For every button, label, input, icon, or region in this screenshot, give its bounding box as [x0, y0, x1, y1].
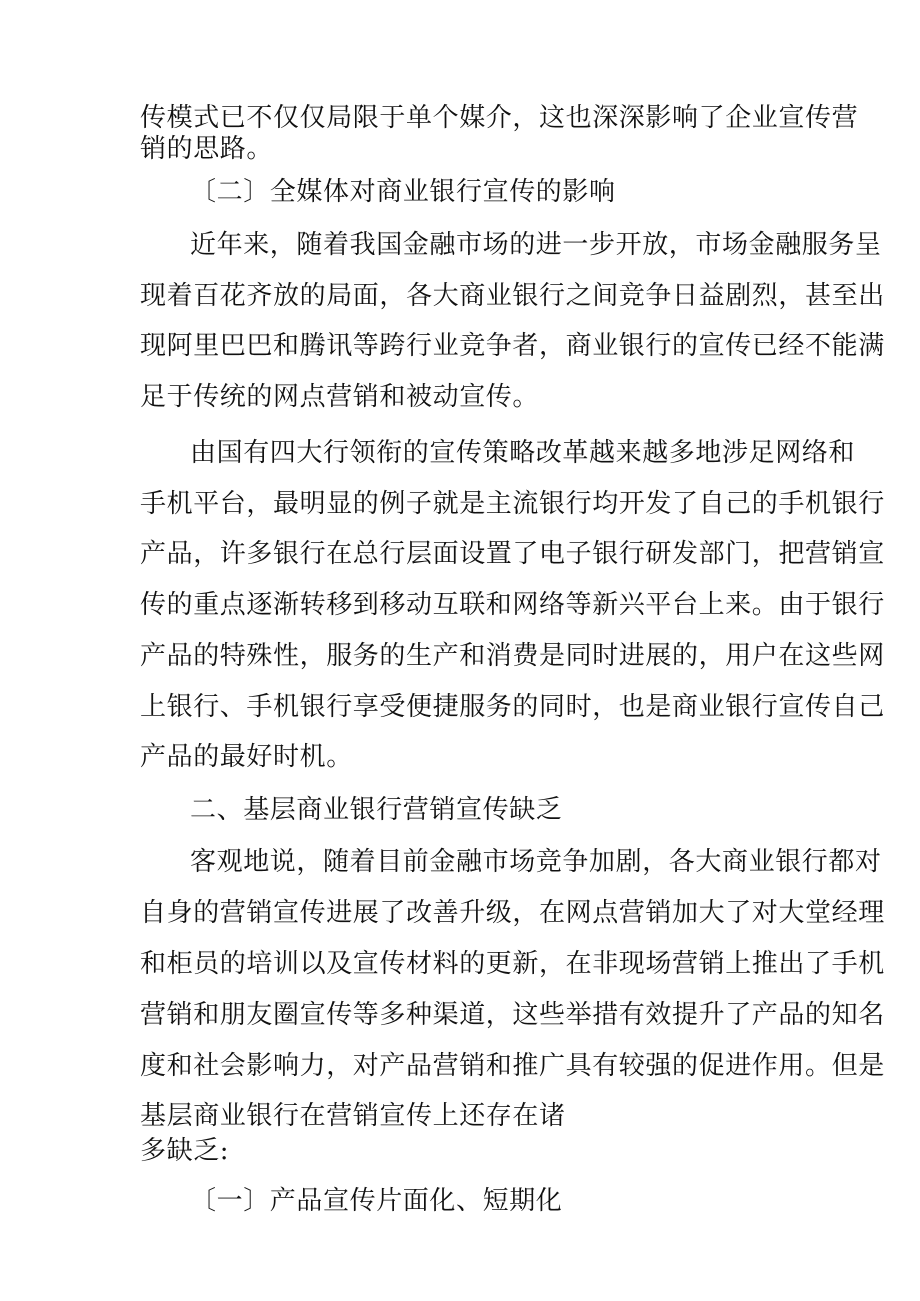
paragraph-line: 销的思路。	[140, 134, 274, 164]
paragraph-line: 现着百花齐放的局面，各大商业银行之间竞争日益剧烈，甚至出	[140, 281, 885, 311]
paragraph-line: 足于传统的网点营销和被动宣传。	[140, 382, 540, 412]
paragraph-line: 传模式已不仅仅局限于单个媒介，这也深深影响了企业宣传营	[140, 103, 859, 133]
paragraph-line: 产品的特殊性，服务的生产和消费是同时进展的，用户在这些网	[140, 641, 885, 671]
paragraph-line: 产品的最好时机。	[140, 742, 353, 772]
paragraph-line: 客观地说，随着目前金融市场竞争加剧，各大商业银行都对	[190, 847, 882, 877]
paragraph-line: 传的重点逐渐转移到移动互联和网络等新兴平台上来。由于银行	[140, 590, 885, 620]
section-heading: 〔一〕产品宣传片面化、短期化	[190, 1186, 563, 1216]
paragraph-line: 现阿里巴巴和腾讯等跨行业竞争者，商业银行的宣传已经不能满	[140, 331, 885, 361]
paragraph-line: 由国有四大行领衔的宣传策略改革越来越多地涉足网络和	[190, 438, 856, 468]
paragraph-line: 产品，许多银行在总行层面设置了电子银行研发部门，把营销宣	[140, 539, 885, 569]
section-heading: 〔二〕全媒体对商业银行宣传的影响	[190, 177, 616, 207]
paragraph-line: 度和社会影响力，对产品营销和推广具有较强的促进作用。但是	[140, 1051, 885, 1081]
paragraph-line: 上银行、手机银行享受便捷服务的同时，也是商业银行宣传自己	[140, 692, 885, 722]
paragraph-line: 和柜员的培训以及宣传材料的更新，在非现场营销上推出了手机	[140, 949, 885, 979]
paragraph-line: 营销和朋友圈宣传等多种渠道，这些举措有效提升了产品的知名	[140, 1000, 885, 1030]
section-heading: 二、基层商业银行营销宣传缺乏	[190, 795, 563, 825]
paragraph-line: 自身的营销宣传进展了改善升级，在网点营销加大了对大堂经理	[140, 898, 885, 928]
paragraph-line: 近年来，随着我国金融市场的进一步开放，市场金融服务呈	[190, 230, 882, 260]
paragraph-line: 多缺乏:	[140, 1136, 230, 1166]
paragraph-line: 基层商业银行在营销宣传上还存在诸	[140, 1101, 566, 1131]
paragraph-line: 手机平台，最明显的例子就是主流银行均开发了自己的手机银行	[140, 489, 885, 519]
